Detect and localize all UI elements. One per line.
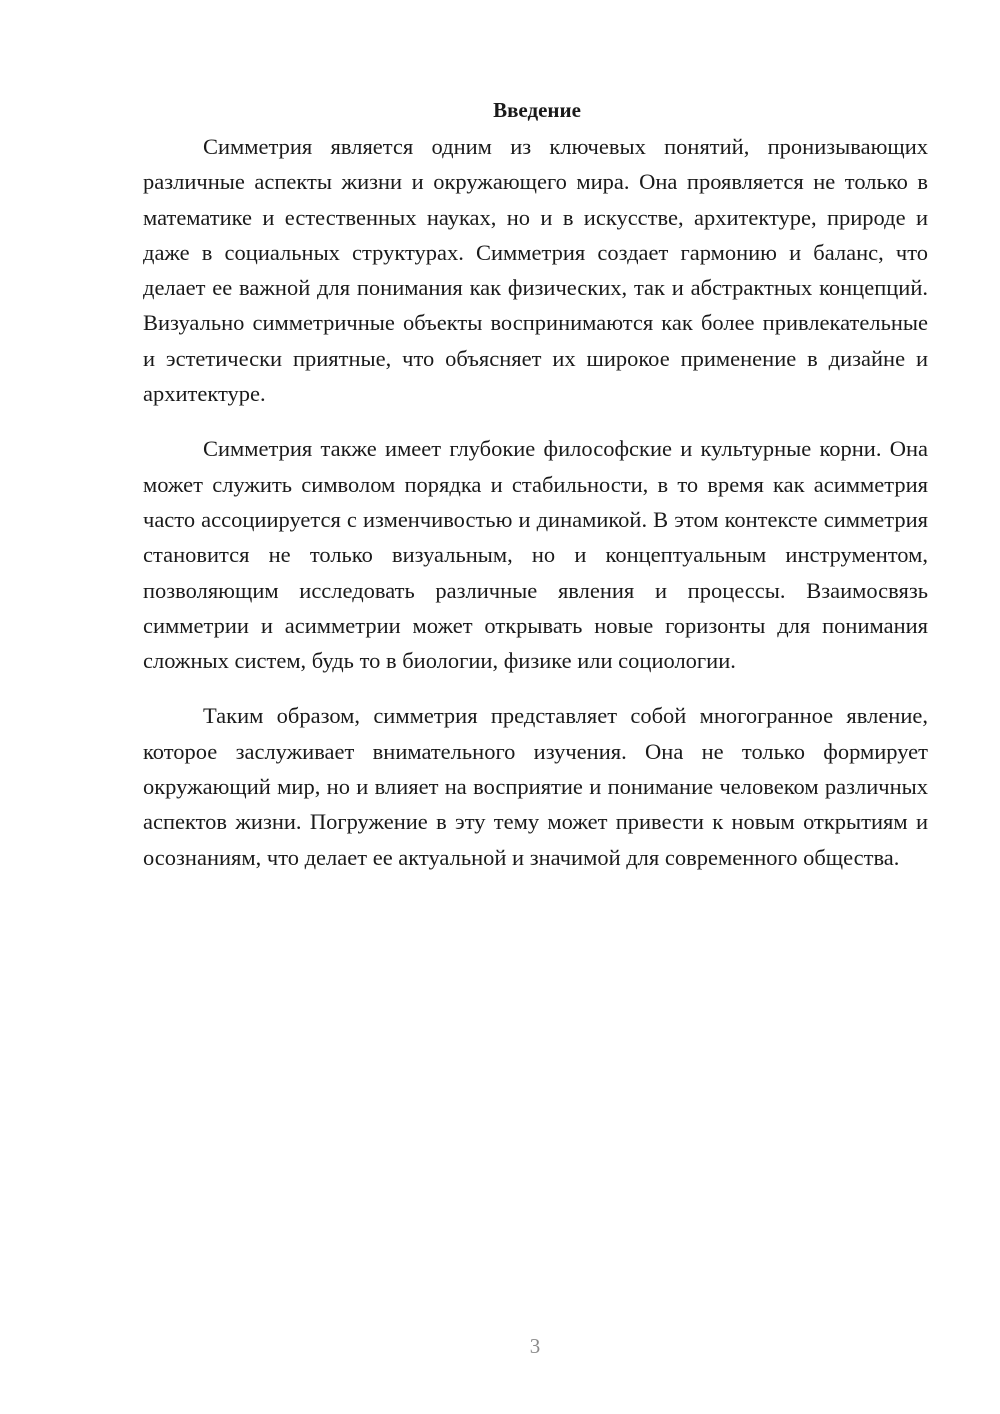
section-title: Введение — [493, 98, 581, 122]
page-number: 3 — [529, 1334, 541, 1358]
page-body — [143, 92, 928, 875]
paragraph: Симметрия является одним из ключевых понятий, пронизывающих различные аспекты жизни и окружающего мира. Она проявляется не только в математике и естественных науках, но и в искусстве, архитектуре, природе и даже в социальных структурах. Симметрия создает гармонию и баланс, что делает ее важной для понимания как физических, так и абстрактных концепций. Визуально симметричные объекты воспринимаются как более привлекательные и эстетически приятные, что объясняет их широкое применение в дизайне и архитектуре. — [143, 134, 928, 407]
paragraph: Таким образом, симметрия представляет собой многогранное явление, которое заслуживает внимательного изучения. Она не только формирует окружающий мир, но и влияет на восприятие и понимание человеком различных аспектов жизни. Погружение в эту тему может привести к новым открытиям и осознаниям, что делает ее актуальной и значимой для современного общества. — [143, 703, 928, 870]
paragraph: Симметрия также имеет глубокие философские и культурные корни. Она может служить символом порядка и стабильности, в то время как асимметрия часто ассоциируется с изменчивостью и динамикой. В этом контексте симметрия становится не только визуальным, но и концептуальным инструментом, позволяющим исследовать различные явления и процессы. Взаимосвязь симметрии и асимметрии может открывать новые горизонты для понимания сложных систем, будь то в биологии, физике или социологии. — [143, 436, 928, 674]
